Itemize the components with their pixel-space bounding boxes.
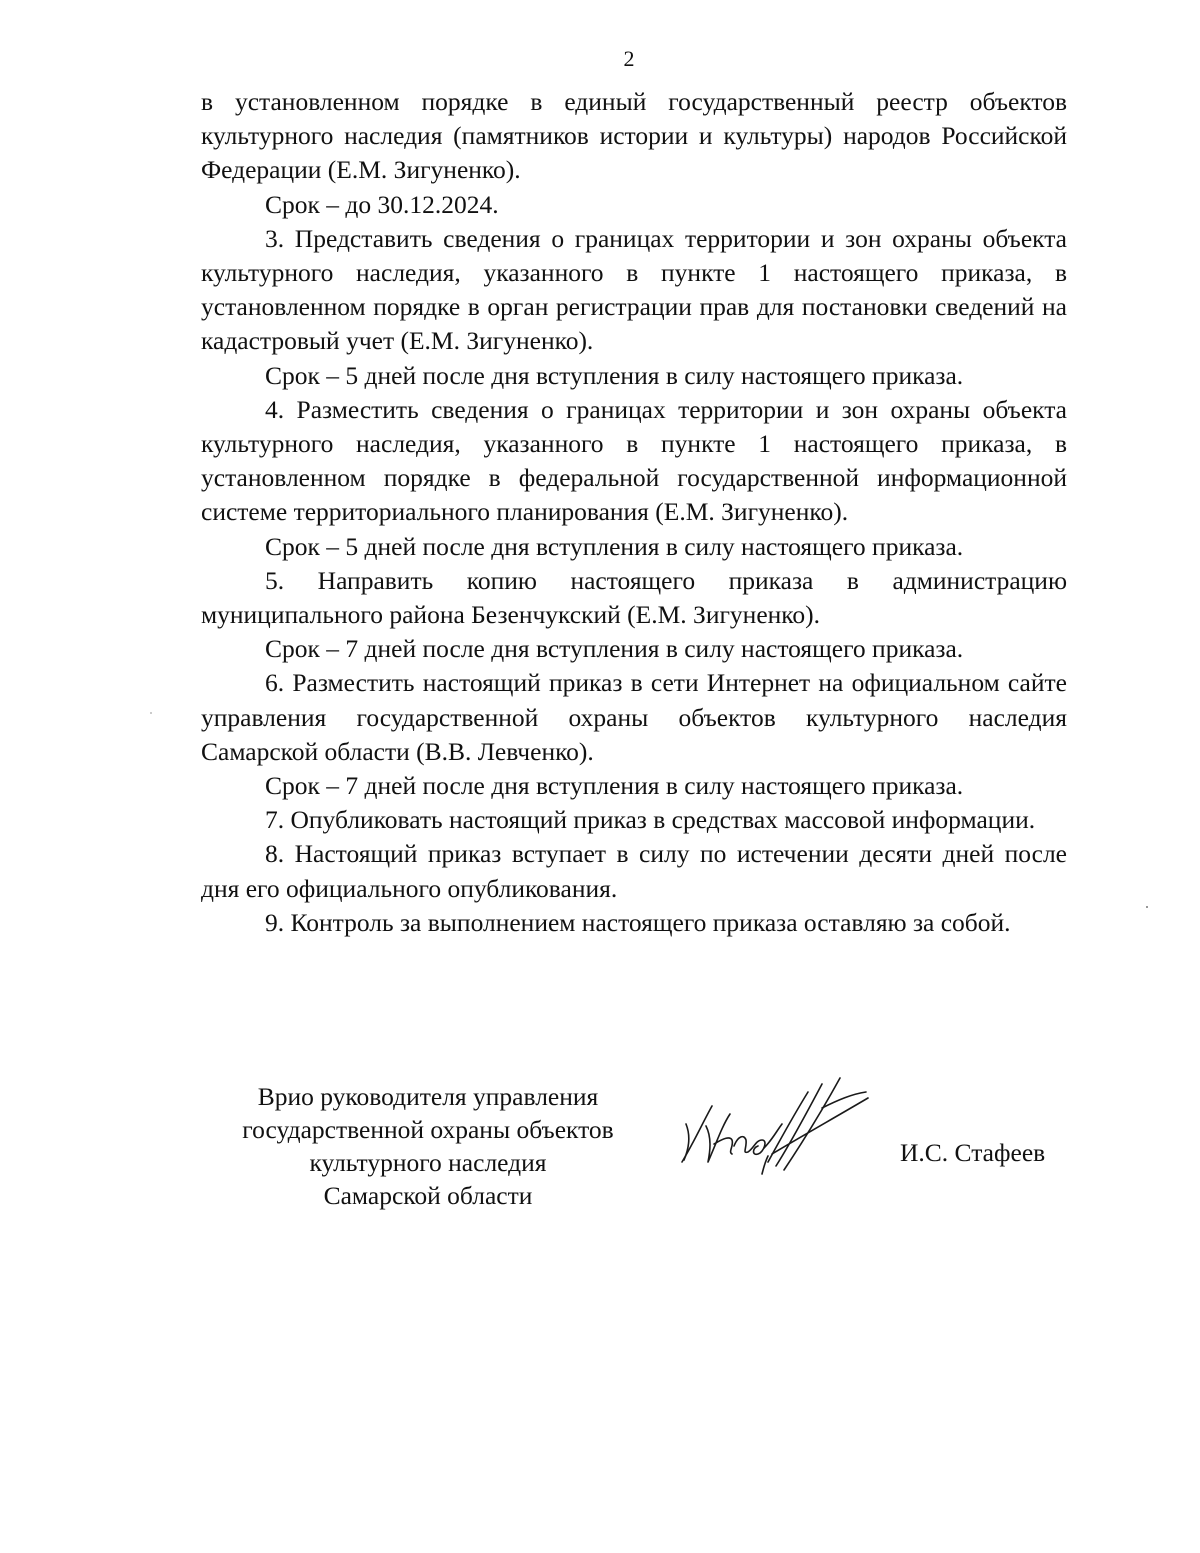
page-number: 2 xyxy=(623,46,635,71)
paragraph-item-6: 6. Разместить настоящий приказ в сети Интернет на официальном сайте управления государственной охраны объектов культурного наследия Самарской области (В.В. Левченко). xyxy=(201,668,1067,766)
deadline-line: Срок – 5 дней после дня вступления в силу настоящего приказа. xyxy=(265,531,964,561)
handwritten-signature xyxy=(672,1062,882,1192)
deadline-line: Срок – 7 дней после дня вступления в силу настоящего приказа. xyxy=(265,634,964,664)
position-line: Врио руководителя управления xyxy=(257,1082,599,1111)
deadline-line: Срок – 7 дней после дня вступления в силу настоящего приказа. xyxy=(265,771,964,801)
position-line: Самарской области xyxy=(323,1181,533,1210)
deadline-line: Срок – 5 дней после дня вступления в силу настоящего приказа. xyxy=(265,360,964,390)
paragraph-continuation: в установленном порядке в единый государственный реестр объектов культурного наследия (памятников истории и культуры) народов Российской Федерации (Е.М. Зигуненко). xyxy=(201,87,1067,185)
paragraph-item-9: 9. Контроль за выполнением настоящего приказа оставляю за собой. xyxy=(265,907,1011,937)
deadline-line: Срок – до 30.12.2024. xyxy=(265,189,499,219)
paragraph-item-5: 5. Направить копию настоящего приказа в администрацию муниципального района Безенчукский (Е.М. Зигуненко). xyxy=(201,565,1067,630)
paragraph-item-4: 4. Разместить сведения о границах территории и зон охраны объекта культурного наследия, указанного в пункте 1 настоящего приказа, в установленном порядке в федеральной государственной информационной системе территориального планирования (Е.М. Зигуненко). xyxy=(201,394,1067,527)
scan-speck xyxy=(150,712,152,714)
signatory-position xyxy=(228,1080,628,1212)
paragraph-item-3: 3. Представить сведения о границах территории и зон охраны объекта культурного наследия, указанного в пункте 1 настоящего приказа, в установленном порядке в орган регистрации прав для постановки сведений на кадастровый учет (Е.М. Зигуненко). xyxy=(201,223,1067,356)
paragraph-item-7: 7. Опубликовать настоящий приказ в средствах массовой информации. xyxy=(265,805,1036,835)
signer-name: И.С. Стафеев xyxy=(900,1138,1046,1167)
scan-speck xyxy=(1146,906,1148,908)
position-line: государственной охраны объектов xyxy=(242,1115,614,1144)
position-line: культурного наследия xyxy=(309,1148,547,1177)
document-body xyxy=(201,85,1067,940)
paragraph-item-8: 8. Настоящий приказ вступает в силу по истечении десяти дней после дня его официального опубликования. xyxy=(201,839,1067,903)
